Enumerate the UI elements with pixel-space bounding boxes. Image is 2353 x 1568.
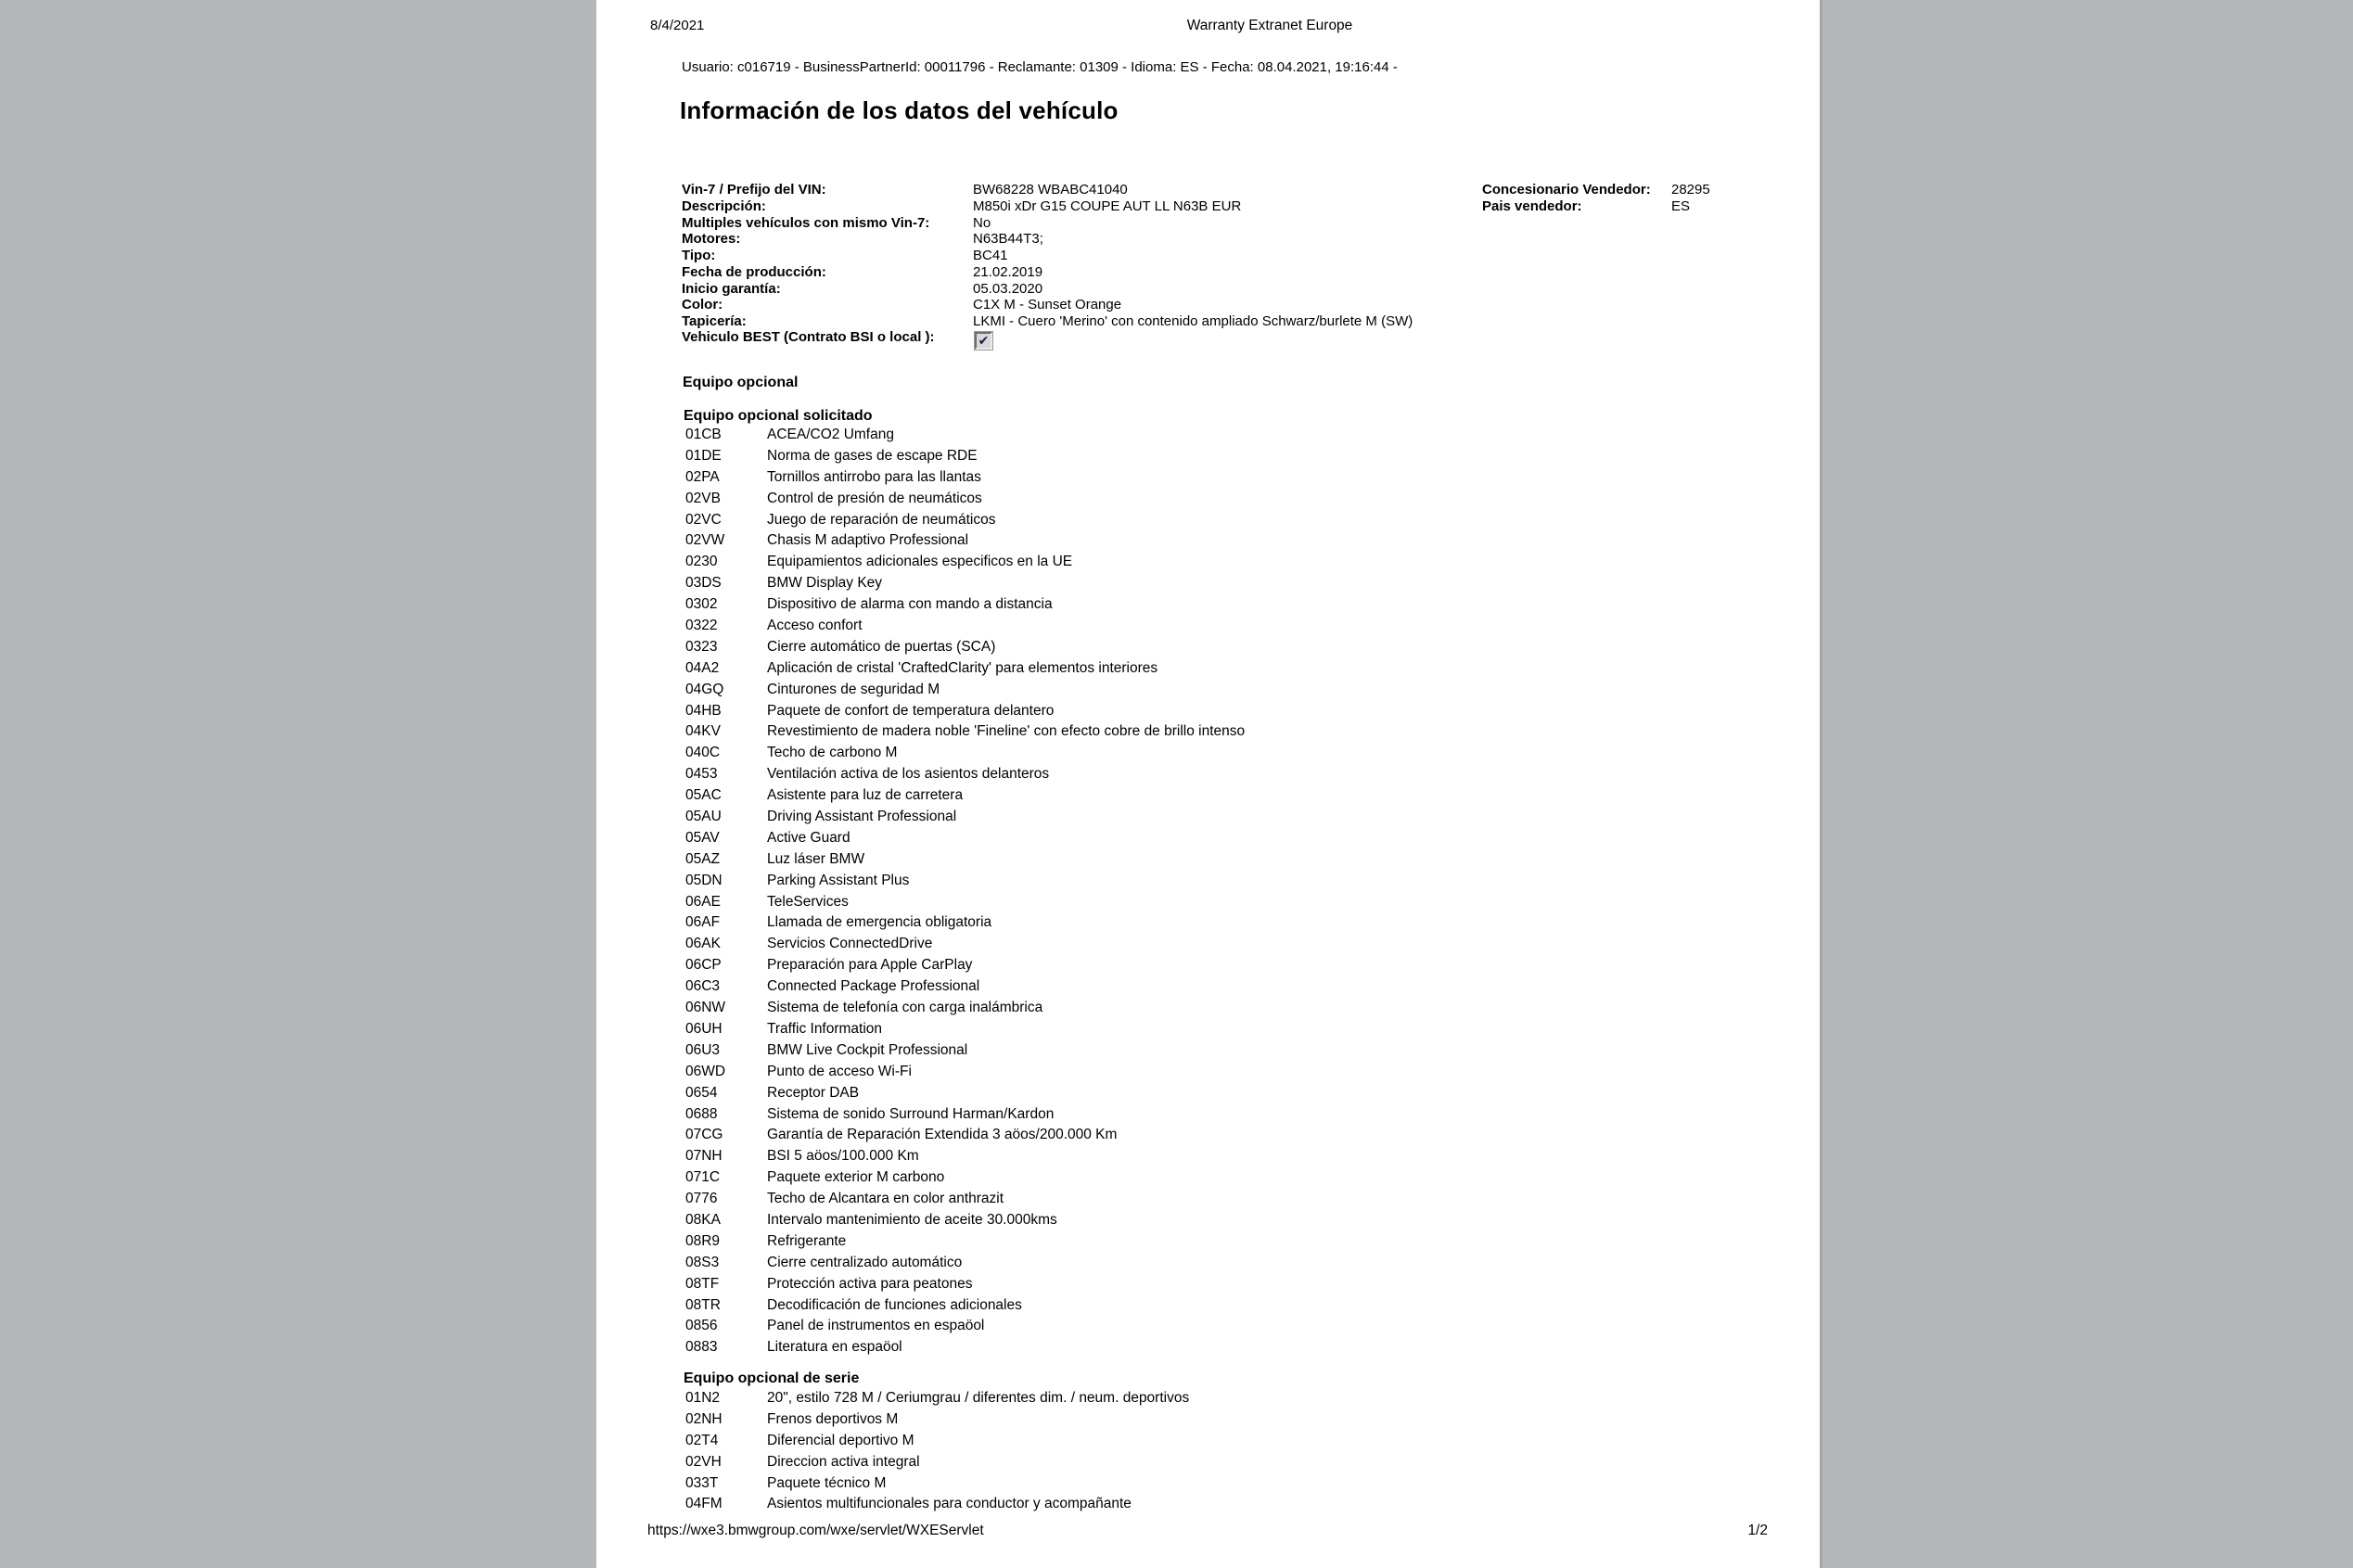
option-description: Cinturones de seguridad M (767, 681, 940, 697)
field-label: Tipo: (682, 248, 716, 263)
option-row (685, 1189, 1245, 1210)
option-code: 06AE (685, 893, 721, 910)
option-code: 0688 (685, 1105, 718, 1122)
option-description: Refrigerante (767, 1232, 847, 1249)
option-description: Sistema de telefonía con carga inalámbrica (767, 1000, 1043, 1016)
option-description: Cierre centralizado automático (767, 1254, 963, 1270)
option-description: Diferencial deportivo M (767, 1432, 914, 1448)
option-description: 20", estilo 728 M / Ceriumgrau / diferentes dim. / neum. deportivos (767, 1390, 1190, 1406)
field-value: ES (1671, 198, 1691, 214)
field-value: BW68228 WBABC41040 (973, 182, 1128, 198)
option-row (685, 1316, 1245, 1337)
option-description: Aplicación de cristal 'CraftedClarity' para elementos interiores (767, 659, 1158, 676)
seller-info-row (1482, 198, 1710, 215)
requested-equipment-title: Equipo opcional solicitado (684, 408, 873, 424)
option-description: Dispositivo de alarma con mando a distancia (767, 596, 1053, 613)
vehicle-info-row (682, 264, 1413, 281)
option-row (685, 1146, 1245, 1167)
field-value: LKMI - Cuero 'Merino' con contenido ampliado Schwarz/burlete M (SW) (973, 313, 1413, 329)
option-description: Active Guard (767, 829, 850, 846)
option-code: 01DE (685, 447, 722, 464)
option-description: Equipamientos adicionales especificos en la UE (767, 554, 1073, 570)
field-label: Inicio garantía: (682, 280, 781, 297)
field-label: Vehiculo BEST (Contrato BSI o local ): (682, 329, 935, 345)
option-row (685, 1167, 1245, 1189)
option-description: Paquete de confort de temperatura delantero (767, 702, 1055, 719)
series-equipment-title: Equipo opcional de serie (684, 1370, 860, 1386)
option-code: 0883 (685, 1339, 718, 1356)
option-row (685, 425, 1245, 446)
option-row (685, 1494, 1189, 1515)
option-code: 0302 (685, 596, 718, 613)
option-code: 02VB (685, 490, 721, 506)
vehicle-info-row (682, 281, 1413, 298)
option-row (685, 721, 1245, 743)
option-row (685, 764, 1245, 785)
option-row (685, 573, 1245, 594)
option-description: Control de presión de neumáticos (767, 490, 982, 506)
option-code: 0856 (685, 1318, 718, 1334)
option-code: 05AU (685, 809, 722, 825)
field-label: Motores: (682, 231, 741, 248)
field-label: Vin-7 / Prefijo del VIN: (682, 182, 826, 198)
option-code: 0453 (685, 766, 718, 783)
option-row (685, 1337, 1245, 1358)
option-code: 03DS (685, 575, 722, 592)
option-code: 02VH (685, 1453, 722, 1470)
option-description: ACEA/CO2 Umfang (767, 427, 894, 442)
option-row (685, 912, 1245, 934)
field-value: N63B44T3; (973, 231, 1043, 248)
option-description: Revestimiento de madera noble 'Fineline' con efecto cobre de brillo intenso (767, 723, 1246, 740)
option-code: 06C3 (685, 978, 721, 995)
option-code: 06U3 (685, 1041, 721, 1058)
option-description: Techo de Alcantara en color anthrazit (767, 1191, 1004, 1207)
option-row (685, 934, 1245, 955)
seller-info-fields (1482, 182, 1710, 215)
option-code: 0322 (685, 618, 718, 634)
option-row (685, 1062, 1245, 1083)
option-row (685, 976, 1245, 998)
vehicle-info-row (682, 182, 1413, 198)
option-code: 08TR (685, 1296, 721, 1313)
option-code: 04GQ (685, 681, 724, 697)
option-code: 040C (685, 745, 721, 761)
option-description: Traffic Information (767, 1020, 883, 1037)
option-code: 06WD (685, 1063, 726, 1079)
option-code: 06AK (685, 936, 721, 952)
option-description: Juego de reparación de neumáticos (767, 511, 996, 528)
print-footer-url: https://wxe3.bmwgroup.com/wxe/servlet/WXEServlet (647, 1523, 984, 1538)
option-description: Techo de carbono M (767, 745, 898, 761)
option-code: 08TF (685, 1275, 720, 1292)
option-code: 05AC (685, 787, 722, 804)
option-description: Paquete técnico M (767, 1474, 887, 1491)
option-description: Panel de instrumentos en espaöol (767, 1318, 985, 1334)
page-title: Información de los datos del vehículo (680, 96, 1119, 124)
vehicle-info-row (682, 231, 1413, 248)
option-description: Literatura en espaöol (767, 1339, 902, 1356)
option-description: Garantía de Reparación Extendida 3 aöos/200.000 Km (767, 1127, 1118, 1143)
field-value: BC41 (973, 248, 1008, 263)
vehicle-info-row (682, 198, 1413, 215)
option-code: 01N2 (685, 1390, 721, 1406)
option-code: 05AZ (685, 850, 721, 867)
option-row (685, 446, 1245, 467)
option-description: Direccion activa integral (767, 1453, 920, 1470)
option-code: 04A2 (685, 659, 720, 676)
option-description: Chasis M adaptivo Professional (767, 532, 969, 549)
option-code: 05DN (685, 872, 723, 888)
option-code: 02T4 (685, 1432, 719, 1448)
vehicle-info-fields (682, 182, 1413, 330)
option-code: 0230 (685, 554, 718, 570)
option-code: 07CG (685, 1127, 723, 1143)
option-description: Ventilación activa de los asientos delanteros (767, 766, 1050, 783)
option-row (685, 467, 1245, 489)
option-row (685, 1388, 1189, 1409)
field-label: Fecha de producción: (682, 263, 826, 280)
option-row (685, 955, 1245, 976)
option-code: 05AV (685, 829, 720, 846)
option-code: 033T (685, 1474, 719, 1491)
field-value: C1X M - Sunset Orange (973, 297, 1122, 313)
option-description: Asistente para luz de carretera (767, 787, 964, 804)
vehicle-info-row (682, 248, 1413, 264)
option-description: Driving Assistant Professional (767, 809, 957, 825)
option-row (685, 680, 1245, 701)
option-description: Preparación para Apple CarPlay (767, 957, 973, 974)
option-row (685, 1473, 1189, 1495)
vehicle-best-row (682, 329, 992, 346)
option-description: Receptor DAB (767, 1084, 860, 1101)
vehicle-info-row (682, 297, 1413, 313)
option-row (685, 871, 1245, 892)
option-code: 04HB (685, 702, 722, 719)
equipment-section-title: Equipo opcional (683, 375, 799, 390)
option-row (685, 552, 1245, 573)
option-row (685, 807, 1245, 828)
option-description: BMW Live Cockpit Professional (767, 1041, 968, 1058)
option-description: Frenos deportivos M (767, 1410, 899, 1427)
field-label: Descripción: (682, 198, 766, 214)
option-description: Acceso confort (767, 618, 863, 634)
option-row (685, 1253, 1245, 1274)
option-code: 08S3 (685, 1254, 720, 1270)
user-session-line: Usuario: c016719 - BusinessPartnerId: 00011796 - Reclamante: 01309 - Idioma: ES - Fecha: 08.04.2021, 19:16:44 - (682, 59, 1398, 75)
option-description: Decodificación de funciones adicionales (767, 1296, 1022, 1313)
option-row (685, 892, 1245, 913)
field-value: 21.02.2019 (973, 263, 1043, 280)
field-label: Color: (682, 297, 723, 313)
option-row (685, 701, 1245, 722)
print-header-title: Warranty Extranet Europe (1186, 18, 1353, 33)
option-code: 06NW (685, 1000, 726, 1016)
field-label: Tapicería: (682, 313, 747, 329)
option-code: 06AF (685, 914, 721, 931)
option-row (685, 1452, 1189, 1473)
field-label: Pais vendedor: (1482, 198, 1582, 214)
option-description: Cierre automático de puertas (SCA) (767, 638, 996, 655)
option-description: Punto de acceso Wi-Fi (767, 1063, 912, 1079)
option-description: Llamada de emergencia obligatoria (767, 914, 992, 931)
option-row (685, 1019, 1245, 1040)
print-footer-page-number: 1/2 (1747, 1523, 1768, 1538)
option-description: BSI 5 aöos/100.000 Km (767, 1148, 919, 1165)
option-row (685, 1210, 1245, 1231)
option-row (685, 743, 1245, 764)
option-code: 06UH (685, 1020, 723, 1037)
vehicle-info-row (682, 313, 1413, 330)
option-row (685, 1104, 1245, 1126)
option-row (685, 1125, 1245, 1146)
field-label: Multiples vehículos con mismo Vin-7: (682, 214, 930, 231)
field-value: 05.03.2020 (973, 280, 1043, 297)
field-value: 28295 (1671, 182, 1710, 198)
option-row (685, 1231, 1245, 1253)
print-header-date: 8/4/2021 (650, 18, 705, 33)
option-code: 07NH (685, 1148, 723, 1165)
option-description: Norma de gases de escape RDE (767, 447, 978, 464)
best-contract-checkbox[interactable]: ✔ (975, 332, 992, 350)
option-description: Luz láser BMW (767, 850, 865, 867)
option-description: Tornillos antirrobo para las llantas (767, 468, 981, 485)
option-row (685, 489, 1245, 510)
option-code: 0323 (685, 638, 718, 655)
option-row (685, 1409, 1189, 1431)
option-description: Intervalo mantenimiento de aceite 30.000kms (767, 1211, 1057, 1228)
field-value: No (973, 214, 991, 231)
option-code: 02NH (685, 1410, 723, 1427)
option-description: Parking Assistant Plus (767, 872, 910, 888)
option-code: 0776 (685, 1191, 718, 1207)
option-row (685, 1083, 1245, 1104)
option-row (685, 658, 1245, 680)
option-description: Connected Package Professional (767, 978, 980, 995)
option-code: 01CB (685, 427, 722, 442)
option-code: 08R9 (685, 1232, 721, 1249)
option-row (685, 785, 1245, 807)
option-row (685, 510, 1245, 531)
requested-options-list (685, 425, 1245, 1358)
option-row (685, 637, 1245, 658)
option-row (685, 1431, 1189, 1452)
option-code: 04FM (685, 1496, 723, 1512)
option-row (685, 594, 1245, 616)
option-row (685, 530, 1245, 552)
option-description: Asientos multifuncionales para conductor y acompañante (767, 1496, 1132, 1512)
option-code: 04KV (685, 723, 721, 740)
document-page (596, 0, 1820, 1568)
option-code: 071C (685, 1169, 721, 1186)
option-description: Paquete exterior M carbono (767, 1169, 945, 1186)
seller-info-row (1482, 182, 1710, 198)
option-code: 02VC (685, 511, 722, 528)
option-code: 08KA (685, 1211, 721, 1228)
option-description: TeleServices (767, 893, 849, 910)
option-row (685, 998, 1245, 1019)
option-description: Servicios ConnectedDrive (767, 936, 933, 952)
field-label: Concesionario Vendedor: (1482, 182, 1651, 198)
option-description: Protección activa para peatones (767, 1275, 973, 1292)
option-description: Sistema de sonido Surround Harman/Kardon (767, 1105, 1055, 1122)
option-code: 0654 (685, 1084, 718, 1101)
option-row (685, 1274, 1245, 1295)
option-row (685, 849, 1245, 871)
option-code: 06CP (685, 957, 722, 974)
vehicle-info-row (682, 215, 1413, 232)
series-options-list (685, 1388, 1189, 1515)
option-description: BMW Display Key (767, 575, 883, 592)
option-row (685, 828, 1245, 849)
option-row (685, 1295, 1245, 1317)
option-row (685, 1040, 1245, 1062)
field-value: M850i xDr G15 COUPE AUT LL N63B EUR (973, 198, 1242, 214)
option-code: 02VW (685, 532, 725, 549)
option-row (685, 616, 1245, 637)
option-code: 02PA (685, 468, 720, 485)
